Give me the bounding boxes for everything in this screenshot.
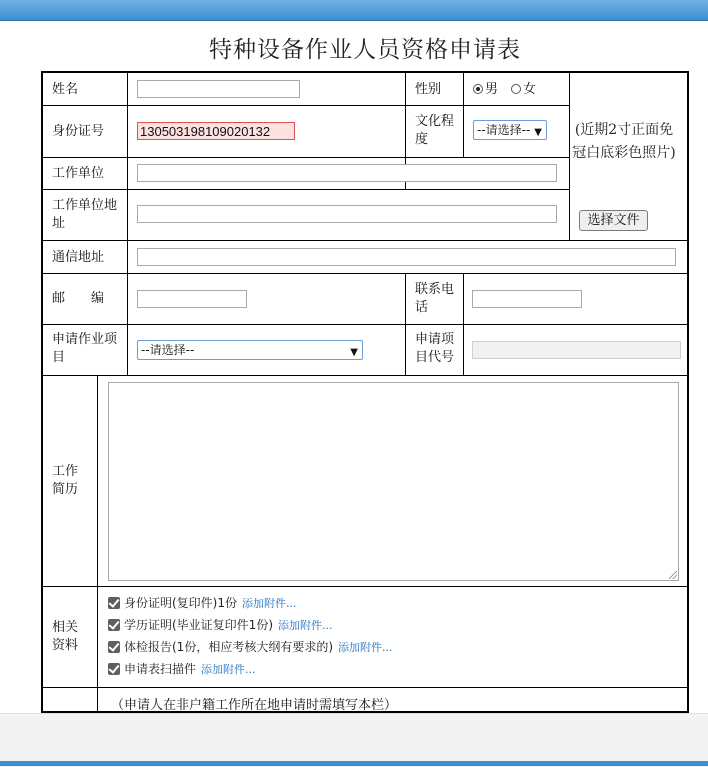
apply-item-select[interactable] <box>137 340 363 360</box>
bottom-bar <box>0 761 708 766</box>
work-address-input[interactable] <box>137 205 557 223</box>
document-item <box>124 639 393 656</box>
grid-line <box>43 273 689 274</box>
gender-female-label: 女 <box>523 82 537 97</box>
grid-line <box>43 105 569 106</box>
document-label: 申请表扫描件 <box>124 662 197 676</box>
item-code-label: 申请项目代号 <box>415 332 455 365</box>
name-label: 姓名 <box>52 82 79 97</box>
id-number-input[interactable] <box>137 122 295 140</box>
grid-line <box>43 687 689 688</box>
name-input[interactable] <box>137 80 300 98</box>
mail-address-label: 通信地址 <box>52 250 105 265</box>
resume-label: 工作简历 <box>52 464 79 497</box>
mail-address-input[interactable] <box>137 248 676 266</box>
grid-line <box>43 375 689 376</box>
gender-male-label: 男 <box>485 82 499 97</box>
postcode-input[interactable] <box>137 290 247 308</box>
add-attachment-link[interactable]: 添加附件... <box>278 619 333 632</box>
grid-line <box>97 375 98 713</box>
grid-line <box>463 273 464 375</box>
chevron-down-icon: ▼ <box>350 347 358 358</box>
chevron-down-icon: ▼ <box>534 127 542 138</box>
education-label: 文化程度 <box>415 114 455 147</box>
phone-label: 联系电话 <box>415 282 455 315</box>
document-checkbox[interactable] <box>108 663 120 675</box>
grid-line <box>569 73 570 240</box>
document-checkbox[interactable] <box>108 619 120 631</box>
documents-label: 相关资料 <box>52 620 79 653</box>
grid-line <box>43 189 569 190</box>
grid-line <box>463 73 464 157</box>
apply-item-label: 申请作业项目 <box>52 332 118 365</box>
add-attachment-link[interactable]: 添加附件... <box>242 597 297 610</box>
bottom-panel <box>0 713 708 767</box>
work-unit-input[interactable] <box>137 164 557 182</box>
gender-female-radio[interactable] <box>511 84 521 94</box>
education-select[interactable] <box>473 120 547 140</box>
add-attachment-link[interactable]: 添加附件... <box>338 641 393 654</box>
grid-line <box>43 157 569 158</box>
document-label: 学历证明(毕业证复印件1份) <box>124 618 273 632</box>
gender-label: 性别 <box>415 82 442 97</box>
page-title: 特种设备作业人员资格申请表 <box>209 37 521 63</box>
add-attachment-link[interactable]: 添加附件... <box>201 663 256 676</box>
document-item <box>124 617 333 634</box>
document-checkbox[interactable] <box>108 597 120 609</box>
document-item <box>124 595 297 612</box>
grid-line <box>43 240 689 241</box>
document-label: 体检报告(1份，相应考核大纲有要求的) <box>124 640 333 654</box>
document-item <box>124 661 256 678</box>
work-unit-label: 工作单位 <box>52 166 105 181</box>
id-number-label: 身份证号 <box>52 124 105 139</box>
grid-line <box>127 73 128 375</box>
non-resident-note: （申请人在非户籍工作所在地申请时需填写本栏） <box>111 698 398 713</box>
resume-textarea[interactable] <box>108 382 679 581</box>
resize-grip-icon[interactable] <box>669 571 677 579</box>
phone-input[interactable] <box>472 290 582 308</box>
choose-file-button[interactable]: 选择文件 <box>579 210 648 231</box>
grid-line <box>43 586 689 587</box>
document-checkbox[interactable] <box>108 641 120 653</box>
photo-hint: (近期2寸正面免冠白底彩色照片) <box>572 122 676 161</box>
document-label: 身份证明(复印件)1份 <box>124 596 237 610</box>
item-code-input <box>472 341 681 359</box>
application-form <box>41 71 689 713</box>
grid-line <box>43 324 689 325</box>
postcode-label: 邮 编 <box>52 291 105 306</box>
grid-line <box>405 273 406 375</box>
top-bar <box>0 0 708 21</box>
education-selected-value: --请选择-- <box>477 123 531 137</box>
gender-male-radio[interactable] <box>473 84 483 94</box>
work-address-label: 工作单位地址 <box>52 198 118 231</box>
apply-item-selected-value: --请选择-- <box>141 343 195 357</box>
